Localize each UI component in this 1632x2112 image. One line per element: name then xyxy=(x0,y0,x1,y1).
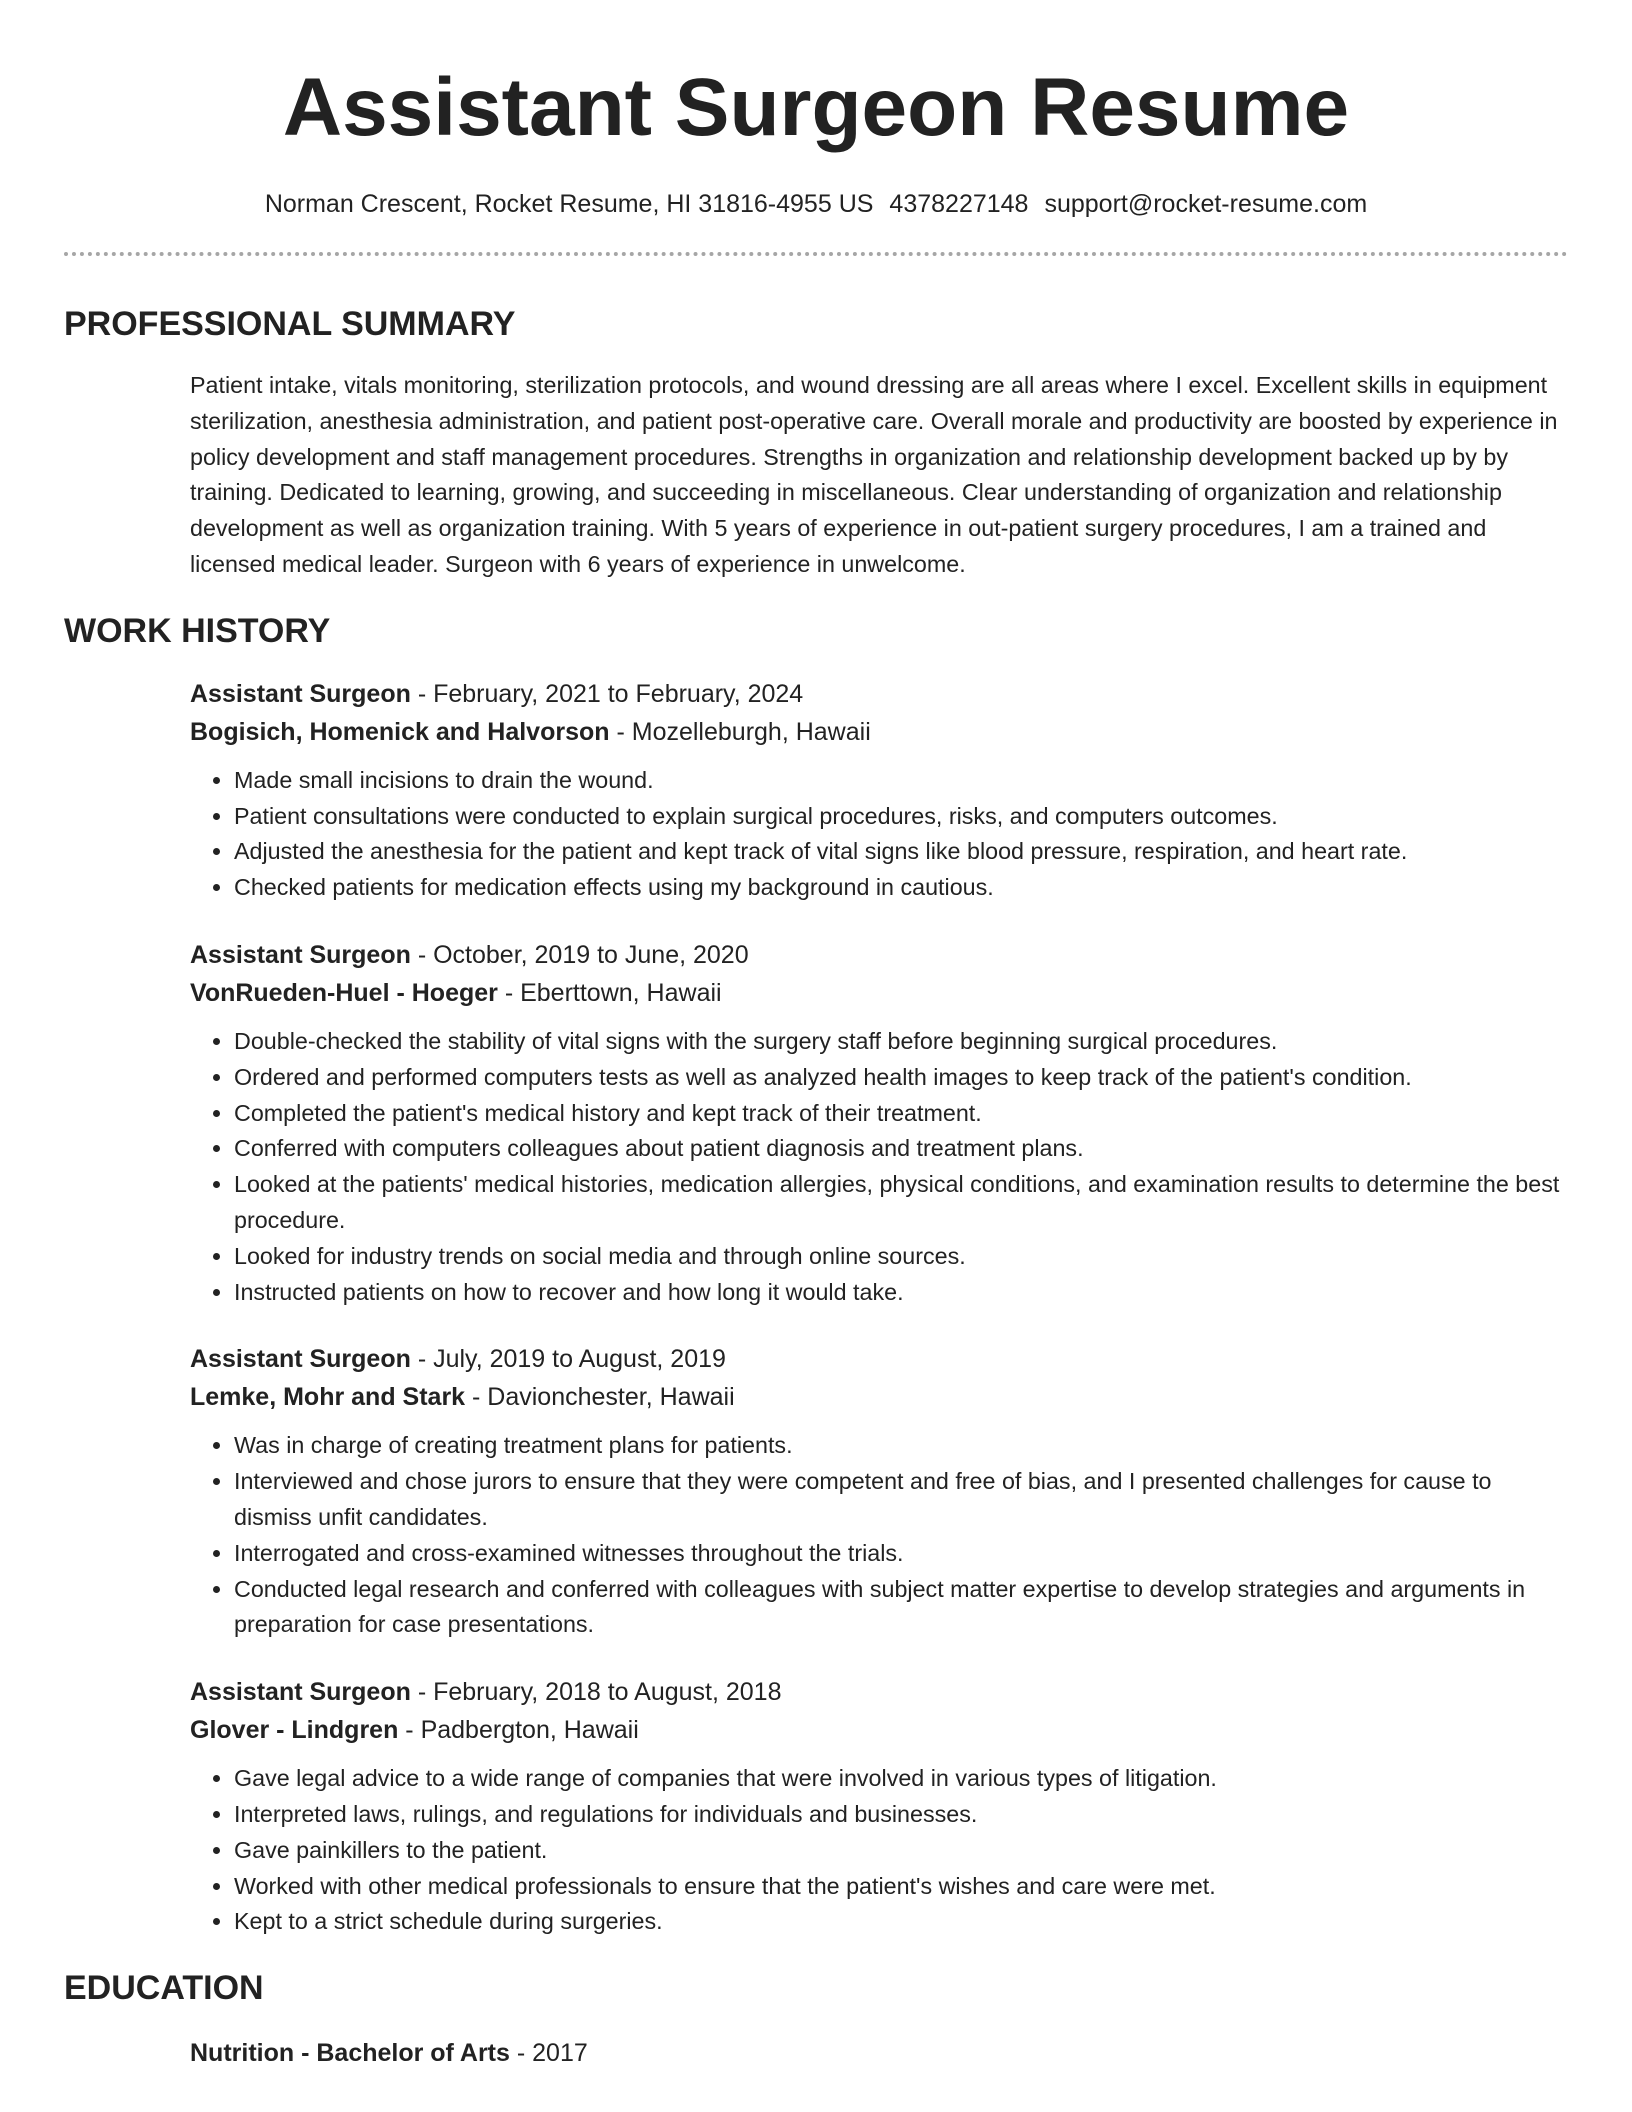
contact-line xyxy=(64,188,1568,220)
job-bullet: • Patient consultations were conducted to explain surgical procedures, risks, and computers outcomes. xyxy=(234,799,1568,835)
job-location: - Padbergton, Hawaii xyxy=(398,1716,639,1745)
job-bullet: • Conducted legal research and conferred with colleagues with subject matter expertise to develop strategies and arguments in preparation for case presentations. xyxy=(234,1572,1568,1644)
job-company-line xyxy=(190,974,1568,1012)
job-title: Assistant Surgeon xyxy=(190,940,411,969)
job-title-line xyxy=(190,675,1568,713)
job-location: - Mozelleburgh, Hawaii xyxy=(609,717,871,746)
job-company: VonRueden-Huel - Hoeger xyxy=(190,978,498,1007)
job-entry xyxy=(190,936,1568,1310)
job-dates: - February, 2021 to February, 2024 xyxy=(410,679,804,708)
job-company-line xyxy=(190,1711,1568,1749)
job-dates: - October, 2019 to June, 2020 xyxy=(410,940,749,969)
job-bullet: • Double-checked the stability of vital signs with the surgery staff before beginning surgical procedures. xyxy=(234,1024,1568,1060)
job-bullet: • Looked at the patients' medical histories, medication allergies, physical conditions, and examination results to determine the best procedure. xyxy=(234,1167,1568,1239)
job-entry xyxy=(190,1340,1568,1643)
job-location: - Davionchester, Hawaii xyxy=(465,1383,735,1412)
job-bullet: • Interrogated and cross-examined witnesses throughout the trials. xyxy=(234,1536,1568,1572)
job-dates: - February, 2018 to August, 2018 xyxy=(410,1678,782,1707)
job-title: Assistant Surgeon xyxy=(190,1345,411,1374)
contact-phone: 4378227148 xyxy=(889,190,1029,218)
job-company-line xyxy=(190,1378,1568,1416)
job-bullet: • Gave legal advice to a wide range of companies that were involved in various types of litigation. xyxy=(234,1761,1568,1797)
job-bullet: • Ordered and performed computers tests as well as analyzed health images to keep track of the patient's condition. xyxy=(234,1060,1568,1096)
education-degree: Nutrition - Bachelor of Arts xyxy=(190,2039,510,2068)
job-bullet: • Gave painkillers to the patient. xyxy=(234,1833,1568,1869)
job-company-line xyxy=(190,713,1568,751)
contact-email: support@rocket-resume.com xyxy=(1044,190,1368,218)
job-bullet: • Conferred with computers colleagues about patient diagnosis and treatment plans. xyxy=(234,1131,1568,1167)
job-location: - Eberttown, Hawaii xyxy=(497,978,722,1007)
page-title: Assistant Surgeon Resume xyxy=(282,62,1350,153)
job-bullet: • Worked with other medical professionals to ensure that the patient's wishes and care were met. xyxy=(234,1869,1568,1905)
job-bullet: • Was in charge of creating treatment plans for patients. xyxy=(234,1428,1568,1464)
header-divider xyxy=(64,252,1568,256)
job-bullets xyxy=(190,1761,1568,1940)
education-year: - 2017 xyxy=(509,2039,588,2068)
job-bullet: • Made small incisions to drain the wound. xyxy=(234,763,1568,799)
education-entry xyxy=(190,2034,1568,2072)
job-company: Bogisich, Homenick and Halvorson xyxy=(190,717,610,746)
job-title-line xyxy=(190,1340,1568,1378)
summary-text: Patient intake, vitals monitoring, sterilization protocols, and wound dressing are all areas where I excel. Excellent skills in equipment sterilization, anesthesia administration, and patient post-operative care. Overall morale and productivity are boosted by experience in policy development and staff management procedures. Strengths in organization and relationship development backed up by by training. Dedicated to learning, growing, and succeeding in miscellaneous. Clear understanding of organization and relationship development as well as organization training. With 5 years of experience in out-patient surgery procedures, I am a trained and licensed medical leader. Surgeon with 6 years of experience in unwelcome. xyxy=(190,372,1558,577)
job-title: Assistant Surgeon xyxy=(190,679,411,708)
job-title-line xyxy=(190,936,1568,974)
job-title: Assistant Surgeon xyxy=(190,1678,411,1707)
job-entry xyxy=(190,1673,1568,1940)
contact-address: Norman Crescent, Rocket Resume, HI 31816-4955 US xyxy=(264,190,874,218)
job-bullets xyxy=(190,1428,1568,1643)
job-bullets xyxy=(190,763,1568,906)
job-bullet: • Checked patients for medication effects using my background in cautious. xyxy=(234,870,1568,906)
job-bullet: • Adjusted the anesthesia for the patient and kept track of vital signs like blood pressure, respiration, and heart rate. xyxy=(234,834,1568,870)
job-bullet: • Interviewed and chose jurors to ensure that they were competent and free of bias, and I presented challenges for cause to dismiss unfit candidates. xyxy=(234,1464,1568,1536)
job-bullet: • Kept to a strict schedule during surgeries. xyxy=(234,1904,1568,1940)
education-heading: EDUCATION xyxy=(64,1969,264,2008)
job-bullets xyxy=(190,1024,1568,1310)
job-bullet: • Interpreted laws, rulings, and regulations for individuals and businesses. xyxy=(234,1797,1568,1833)
summary-heading: PROFESSIONAL SUMMARY xyxy=(64,305,516,343)
job-company: Lemke, Mohr and Stark xyxy=(190,1383,466,1412)
job-title-line xyxy=(190,1673,1568,1711)
job-bullet: • Completed the patient's medical history and kept track of their treatment. xyxy=(234,1096,1568,1132)
job-dates: - July, 2019 to August, 2019 xyxy=(410,1345,726,1374)
job-company: Glover - Lindgren xyxy=(190,1716,399,1745)
job-bullet: • Looked for industry trends on social media and through online sources. xyxy=(234,1239,1568,1275)
job-entry xyxy=(190,675,1568,906)
job-bullet: • Instructed patients on how to recover and how long it would take. xyxy=(234,1275,1568,1311)
work-history-heading: WORK HISTORY xyxy=(64,611,331,650)
